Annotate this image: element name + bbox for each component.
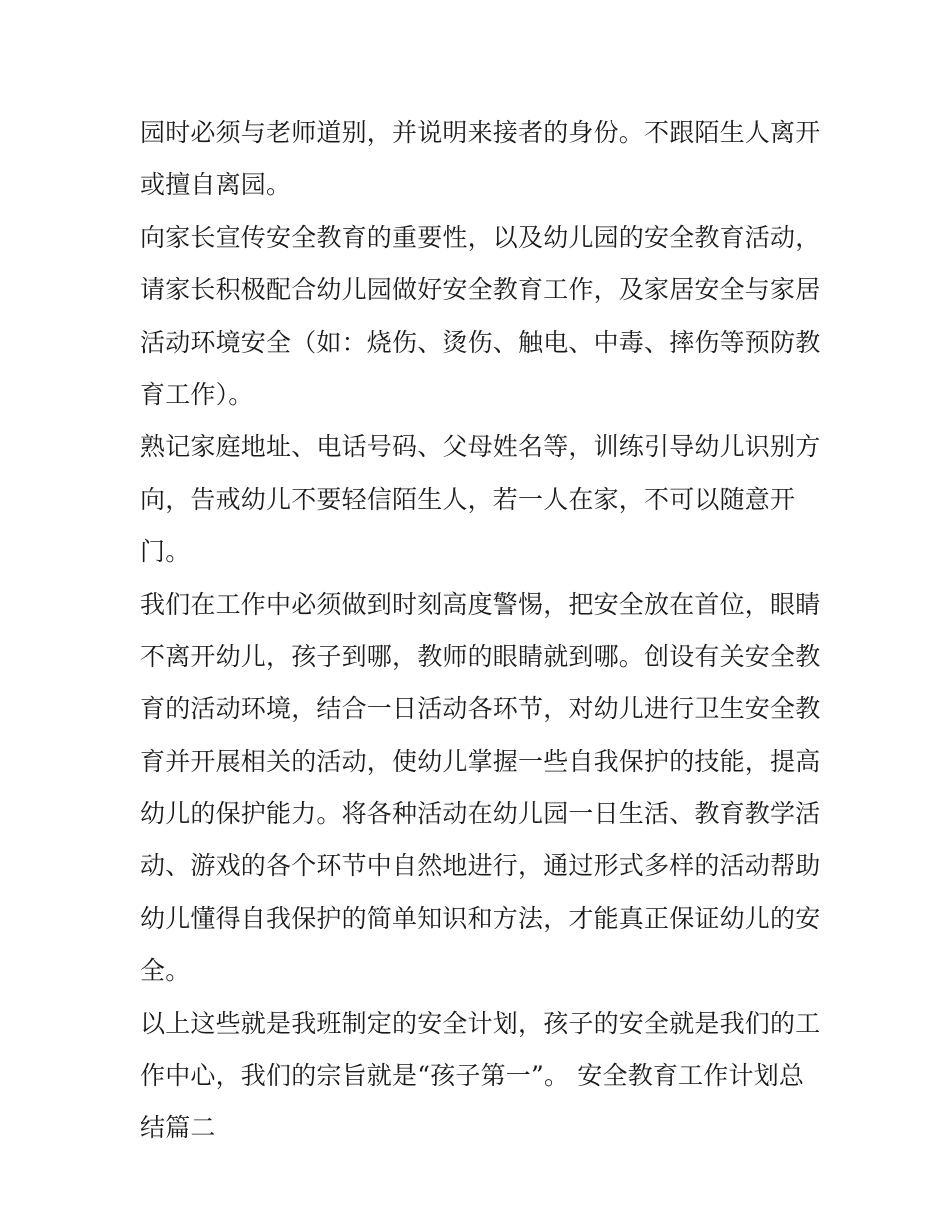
text-line: 园时必须与老师道别，并说明来接者的身份。不跟陌生人离开 <box>140 118 821 147</box>
text-line: 我们在工作中必须做到时刻高度警惕，把安全放在首位，眼睛 <box>140 589 821 619</box>
text-line: 向，告戒幼儿不要轻信陌生人，若一人在家，不可以随意开 <box>140 484 796 514</box>
text-line: 育工作）。 <box>140 379 254 409</box>
text-line: 以上这些就是我班制定的安全计划，孩子的安全就是我们的工 <box>140 1008 821 1038</box>
text-line: 动、游戏的各个环节中自然地进行，通过形式多样的活动帮助 <box>140 851 821 881</box>
text-line: 向家长宣传安全教育的重要性，以及幼儿园的安全教育活动， <box>140 222 821 252</box>
text-line: 作中心，我们的宗旨就是“孩子第一”。 安全教育工作计划总 <box>140 1061 805 1091</box>
text-line: 育的活动环境，结合一日活动各环节，对幼儿进行卫生安全教 <box>140 694 821 724</box>
text-line: 结篇二 <box>140 1113 216 1143</box>
text-line: 或擅自离园。 <box>140 170 292 200</box>
text-line: 活动环境安全（如：烧伤、烫伤、触电、中毒、摔伤等预防教 <box>140 327 821 357</box>
text-line: 幼儿的保护能力。将各种活动在幼儿园一日生活、教育教学活 <box>140 799 821 829</box>
text-line: 门。 <box>140 537 191 567</box>
text-line: 请家长积极配合幼儿园做好安全教育工作，及家居安全与家居 <box>140 275 821 305</box>
text-line: 育并开展相关的活动，使幼儿掌握一些自我保护的技能，提高 <box>140 746 821 776</box>
text-line: 不离开幼儿，孩子到哪，教师的眼睛就到哪。创设有关安全教 <box>140 641 821 671</box>
text-line: 全。 <box>140 956 191 986</box>
document-body <box>140 107 820 1155</box>
text-line: 熟记家庭地址、电话号码、父母姓名等，训练引导幼儿识别方 <box>140 432 821 462</box>
text-line: 幼儿懂得自我保护的简单知识和方法，才能真正保证幼儿的安 <box>140 903 821 933</box>
